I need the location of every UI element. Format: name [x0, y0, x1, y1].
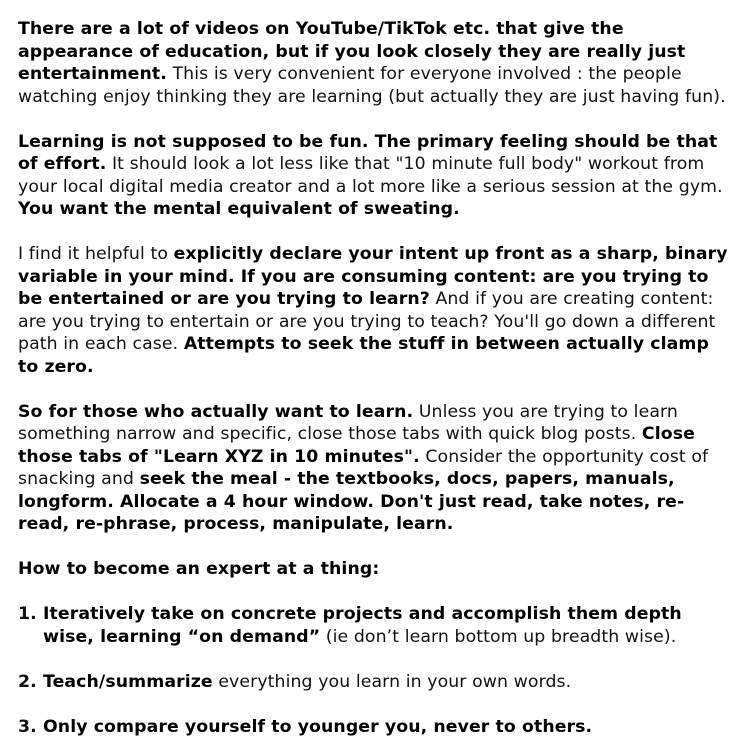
bold-text-run: Attempts to seek the stuff in between actually clamp to zero.: [18, 334, 709, 377]
bold-text-run: There are a lot of videos on YouTube/TikTok etc. that give the appearance of education, but if you look closely they are really just entertainment.: [18, 19, 685, 84]
list-heading: [18, 558, 729, 581]
text-run: It should look a lot less like that "10 minute full body" workout from your local digital media creator and a lot more like a serious session at the gym.: [18, 154, 723, 197]
bold-text-run: Learning is not supposed to be fun. The primary feeling should be that of effort.: [18, 132, 717, 175]
list-item-number: 2.: [18, 671, 37, 694]
bold-text-run: You want the mental equivalent of sweating.: [18, 199, 460, 219]
text-run: (ie don’t learn bottom up breadth wise).: [320, 627, 676, 647]
list-item-number: 1.: [18, 603, 37, 626]
list-heading-text: How to become an expert at a thing:: [18, 559, 379, 579]
bold-text-run: Teach/summarize: [43, 672, 213, 692]
bold-text-run: Only compare yourself to younger you, never to others.: [43, 717, 592, 737]
text-run: Consider the opportunity cost of snacking and: [18, 447, 708, 490]
paragraph: [18, 401, 729, 536]
paragraph: [18, 131, 729, 221]
text-run: This is very convenient for everyone involved : the people watching enjoy thinking they are learning (but actually they are just having fun).: [18, 64, 726, 107]
bold-text-run: Close those tabs of "Learn XYZ in 10 minutes".: [18, 424, 695, 467]
expert-steps-list: [18, 603, 729, 738]
paragraph: [18, 243, 729, 378]
text-run: Unless you are trying to learn something narrow and specific, close those tabs with quick blog posts.: [18, 402, 678, 445]
bold-text-run: seek the meal - the textbooks, docs, papers, manuals, longform. Allocate a 4 hour window. Don't just read, take notes, re-read, re-phrase, process, manipulate, learn.: [18, 469, 684, 534]
text-run: everything you learn in your own words.: [213, 672, 572, 692]
bold-text-run: So for those who actually want to learn.: [18, 402, 413, 422]
list-item: [18, 716, 729, 738]
body-paragraphs: [18, 18, 729, 536]
text-run: And if you are creating content: are you trying to entertain or are you trying to teach? You'll go down a different path in each case.: [18, 289, 715, 354]
list-item: [18, 671, 729, 694]
bold-text-run: explicitly declare your intent up front as a sharp, binary variable in your mind. If you are consuming content: are you trying to be entertained or are you trying to learn?: [18, 244, 728, 309]
text-run: I find it helpful to: [18, 244, 174, 264]
paragraph: [18, 18, 729, 108]
list-item-number: 3.: [18, 716, 37, 738]
bold-text-run: Iteratively take on concrete projects and accomplish them depth wise, learning “on demand”: [43, 604, 682, 647]
list-item: [18, 603, 729, 648]
